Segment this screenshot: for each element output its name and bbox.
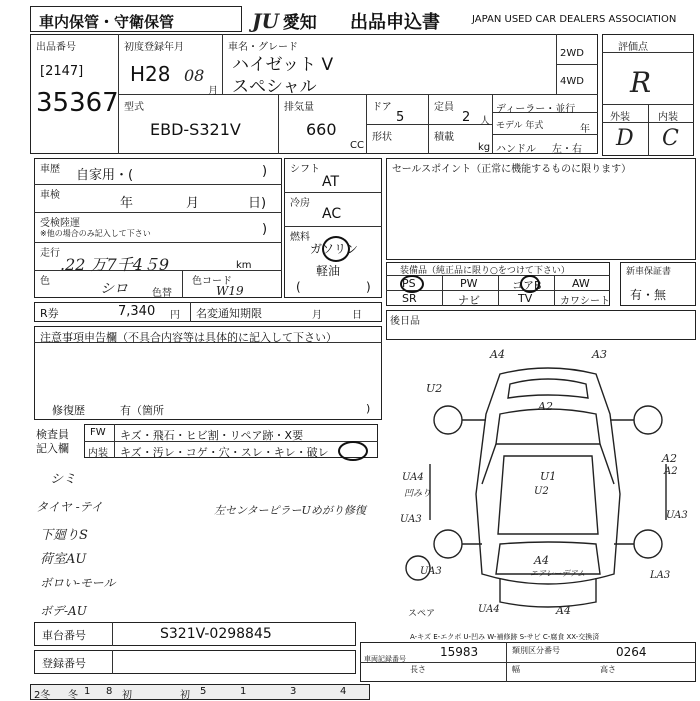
chassis-label: 車台番号 [42,629,86,642]
new-warranty-label: 新車保証書 [626,267,672,277]
reg-month-unit: 月 [208,86,218,97]
bottom-cell-4: 初 [122,690,132,701]
grade-eval-score: R [630,66,652,99]
hand-note-right: 左センターピラーUめがり修復 [214,504,366,517]
divider [182,270,183,298]
storage-box [30,6,242,32]
divider [284,192,382,193]
handle-label: ハンドル [496,144,536,155]
dmg-mark-5: U1 [540,470,557,483]
equip-ps: PS [402,277,416,290]
divider [114,424,115,458]
dmg-mark-0: A4 [490,348,505,361]
bottom-cell-1: 冬 [68,690,78,701]
history-close: ) [262,164,268,179]
dealer-label: ディーラー・並行 [496,104,576,115]
equip-seat: カワシート [560,296,610,307]
transfer-label: 受検陸運 [40,218,80,229]
inspection-year: 年 [120,196,134,211]
divider [34,242,282,243]
height-label: 高さ [600,665,616,674]
reg-label: 初度登録年月 [124,42,184,53]
bottom-cell-13: 4 [340,686,347,697]
sales-point-label: セールスポイント（正常に機能するものに限ります） [392,164,632,175]
seller-no: 15983 [440,645,479,659]
repair-label: 修復歴 [52,404,85,417]
region-no: 0264 [616,645,647,659]
int-mark-circle [338,441,368,461]
inspector-int-label: 内装 [88,448,108,459]
recycle-unit: 円 [170,310,180,321]
history-value: 自家用・( [76,168,134,183]
bottom-cell-6: 5 [200,686,207,697]
divider [556,64,598,65]
int-label: 内装 [658,112,678,123]
equip-aw: AW [572,277,590,290]
model-code-label: 型式 [124,102,144,113]
divider [648,104,649,156]
bottom-cell-8: 1 [240,686,247,697]
bottom-cell-2: 1 [84,686,91,697]
color-value: シロ [100,281,128,297]
divider [34,212,282,213]
color-label: 色 [40,276,50,287]
capacity-label: 定員 [434,102,454,113]
ext-grade: D [616,126,634,151]
inspector-label: 検査員 記入欄 [36,428,69,455]
load-unit: kg [478,142,491,153]
mileage-value: .22 万7千4５9 [60,255,170,274]
registration-no-label: 登録番号 [42,657,86,670]
shift-value: AT [322,174,340,190]
new-warranty-value: 有・無 [630,288,667,302]
inspector-fw-items: キズ・飛石・ヒビ割・リペア跡・X要 [120,429,304,442]
fuel-light: 軽油 [316,264,341,278]
dmg-mark-1: A3 [592,348,607,361]
ju-logo [252,8,317,33]
repair-value: 有（箇所 [120,404,164,417]
dmg-mark-3: U2 [426,382,443,395]
repair-close: ) [366,402,371,415]
divider [498,275,499,306]
divider [222,34,223,94]
ju-logo-mark: JU [252,9,279,33]
model-year-label: モデル 年式 [496,121,544,131]
history-label: 車歴 [40,164,60,175]
model-name-line1: ハイゼット V [232,55,334,75]
capacity-unit: 人 [480,116,490,127]
hand-note-1: タイヤ -テイ [36,500,103,514]
rear-seat-label: 後日品 [390,316,420,327]
aircon-value: AC [322,206,342,222]
hand-note-3: 荷室AU [40,552,87,567]
dmg-mark-15: UA4 [478,604,500,615]
dmg-mark-4: A2 [662,452,677,465]
dmg-mark-2: A2 [538,400,553,413]
model-code-value: EBD-S321V [150,120,241,139]
car-damage-diagram [400,344,696,626]
form-title: 出品申込書 [350,12,440,33]
doors-label: ドア [372,102,392,113]
dmg-mark-6: UA4 [402,472,424,483]
bottom-cell-3: 8 [106,686,113,697]
reg-month: 08 [184,66,205,85]
dmg-mark-18: U2 [534,486,549,497]
load-label: 積載 [434,132,454,143]
dmg-mark-7: 凹みり [404,489,432,499]
inspector-int-items: キズ・汚レ・コゲ・穴・スレ・キレ・破レ [120,446,329,459]
engine-unit: CC [350,140,364,151]
aircon-label: 冷房 [290,198,310,209]
name-change-day: 日 [352,310,362,321]
divider [506,642,507,682]
equipment-label: 装備品（純正品に限り○をつけて下さい） [400,266,570,276]
equip-ps-circle [400,275,424,293]
inspector-fw-label: FW [90,427,106,438]
drive-2wd: 2WD [560,48,584,59]
transfer-close: ) [262,222,268,237]
inspection-month: 月 [186,196,200,211]
color-code-label: 色コード [192,276,232,287]
mileage-label: 走行 [40,248,60,259]
fuel-gas: ガソリン [310,242,359,256]
divider [492,94,493,154]
drive-4wd: 4WD [560,76,584,87]
dmg-mark-11: A4 [534,554,549,567]
recycle-label: R券 [40,307,59,320]
divider [284,226,382,227]
region-no-label: 類別区分番号 [512,646,560,655]
equip-tv: TV [518,292,533,305]
dmg-mark-8: UA3 [400,514,422,525]
engine-label: 排気量 [284,102,314,113]
lot-sub-number: [2147] [40,64,84,79]
divider [34,184,282,185]
color-code: W19 [216,284,244,298]
bottom-cell-5: 初 [180,690,190,701]
doors-value: 5 [396,110,405,125]
damage-legend: A-キズ E-エクボ U-凹み W-補修跡 S-サビ C-腐食 XX-交換済 [410,633,600,641]
lot-number: 35367 [36,88,119,118]
dmg-mark-14: LA3 [650,570,671,581]
grade-eval-label: 評価点 [618,42,648,53]
mileage-unit: km [236,260,252,271]
equip-navi: ナビ [458,294,480,307]
model-name-label: 車名・グレード [228,42,298,53]
divider [554,275,555,306]
dmg-mark-13: UA3 [420,566,442,577]
engine-value: 660 [306,120,337,139]
inspection-label: 車検 [40,190,60,201]
fuel-other-open: ( [296,280,301,294]
bottom-cell-10: 3 [290,686,297,697]
equip-airbag: コアB [512,279,542,292]
width-label: 幅 [512,665,520,674]
model-year-unit: 年 [580,124,590,135]
assoc-name: JAPAN USED CAR DEALERS ASSOCIATION [472,14,677,25]
transfer-note: ※他の場合のみ記入して下さい [40,229,151,238]
equip-pw: PW [460,277,478,290]
hand-note-4: ボロい-モール [40,576,116,590]
name-change-label: 名変通知期限 [196,307,262,320]
rear-seat-box [386,310,696,340]
divider [118,94,598,95]
divider [442,275,443,306]
shape-label: 形状 [372,132,392,143]
capacity-value: 2 [462,110,471,125]
recycle-value: 7,340 [118,304,156,319]
equip-airbag-circle [520,275,540,293]
fuel-other-close: ) [366,280,371,294]
shift-label: シフト [290,164,320,175]
ext-label: 外装 [610,112,630,123]
lot-label: 出品番号 [36,42,76,53]
equip-sr: SR [402,292,417,305]
fuel-label: 燃料 [290,232,310,243]
model-name-line2: スペシャル [232,77,317,97]
hand-note-2: 下廻りS [40,528,88,543]
dmg-mark-10: UA3 [666,510,688,521]
divider [366,124,492,125]
chassis-value: S321V-0298845 [160,626,272,642]
name-change-month: 月 [312,310,322,321]
dmg-mark-16: A4 [556,604,571,617]
divider [278,94,279,154]
inspection-day: 日) [248,196,267,211]
fuel-gas-circle [322,236,350,262]
reg-year: H28 [130,62,171,86]
divider [190,302,191,322]
dmg-mark-12: エアレーデアム [530,569,586,578]
divider [602,52,694,53]
divider [112,622,113,646]
int-grade: C [662,126,679,151]
divider [360,662,696,663]
vehicle-dims-label: 車両記録番号 [364,655,406,663]
dmg-mark-17: スペア [408,609,436,619]
handle-value: 左・右 [552,144,582,155]
length-label: 長さ [410,665,426,674]
hand-note-0: シミ [50,472,77,487]
ju-logo-pref: 愛知 [282,13,317,33]
dmg-mark-9: A2 [664,466,678,477]
color-change-label: 色替 [152,288,172,299]
bottom-cell-0: 2冬 [34,690,51,701]
storage-label: 車内保管・守衛保管 [39,13,175,31]
hand-note-5: ボデ-AU [40,604,87,618]
notes-label: 注意事項申告欄（不具合内容等は具体的に記入して下さい） [40,331,337,344]
divider [112,650,113,674]
